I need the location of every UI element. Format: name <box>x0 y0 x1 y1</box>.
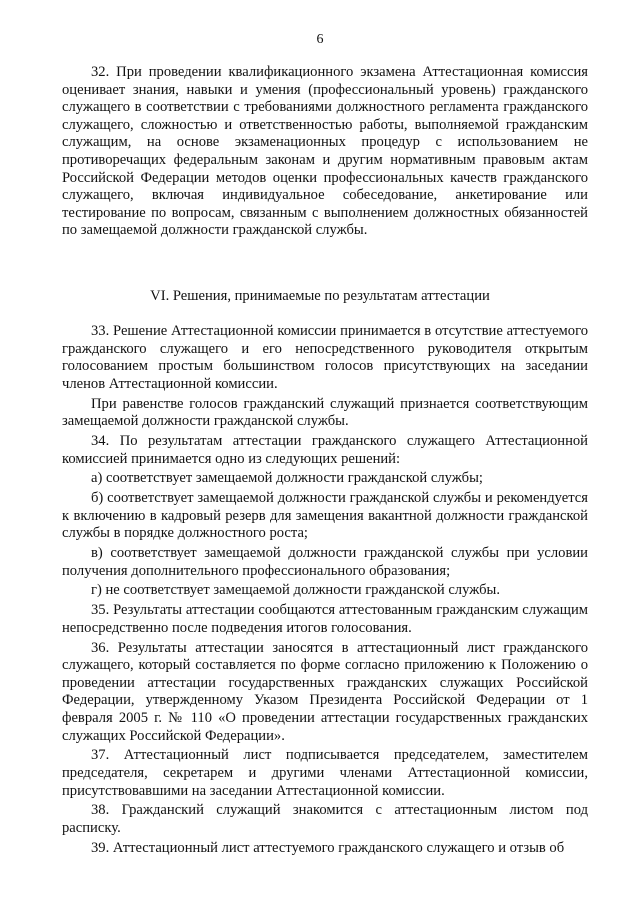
list-item-a: а) соответствует замещаемой должности гражданской службы; <box>91 470 483 487</box>
text-block-top <box>62 64 588 240</box>
paragraph-34: 34. По результатам аттестации гражданского служащего Аттестационной комиссией принимается одно из следующих решений: <box>62 432 588 467</box>
paragraph-33-tie: При равенстве голосов гражданский служащий признается соответствующим замещаемой должности гражданской службы. <box>62 395 588 430</box>
paragraph-35: 35. Результаты аттестации сообщаются аттестованным гражданским служащим непосредственно после подведения итогов голосования. <box>62 602 588 636</box>
page-number: 6 <box>316 32 324 47</box>
paragraph-39: 39. Аттестационный лист аттестуемого гражданского служащего и отзыв об <box>91 839 565 856</box>
list-item-b: б) соответствует замещаемой должности гражданской службы и рекомендуется к включению в кадровый резерв для замещения вакантной должности гражданской службы в порядке должностного роста; <box>62 490 588 542</box>
section-heading: VI. Решения, принимаемые по результатам аттестации <box>150 288 490 304</box>
paragraph-38: 38. Гражданский служащий знакомится с аттестационным листом под расписку. <box>62 802 588 836</box>
paragraph-37: 37. Аттестационный лист подписывается председателем, заместителем председателя, секретарем и другими членами Аттестационной комиссии, присутствовавшими на заседании Аттестационной комиссии. <box>62 747 588 799</box>
list-item-v: в) соответствует замещаемой должности гражданской службы при условии получения дополнительного профессионального образования; <box>62 545 588 579</box>
paragraph-32: 32. При проведении квалификационного экзамена Аттестационная комиссия оценивает знания, навыки и умения (профессиональный уровень) гражданского служащего в соответствии с требованиями должностного регламента гражданского служащего, сложностью и ответственностью работы, выполняемой гражданским служащим, на основе экзаменационных процедур с использованием не противоречащих федеральным законам и другим нормативным правовым актам Российской Федерации методов оценки профессиональных качеств гражданского служащего, включая индивидуальное собеседование, анкетирование или тестирование по вопросам, связанным с выполнением должностных обязанностей по замещаемой должности гражданской службы. <box>62 64 588 239</box>
text-block-bottom <box>62 323 588 859</box>
list-item-g: г) не соответствует замещаемой должности гражданской службы. <box>91 582 500 599</box>
paragraph-36: 36. Результаты аттестации заносятся в аттестационный лист гражданского служащего, который составляется по форме согласно приложению к Положению о проведении аттестации государственных гражданских служащих Российской Федерации, утвержденному Указом Президента Российской Федерации от 1 февраля 2005 г. № 110 «О проведении аттестации государственных гражданских служащих Российской Федерации». <box>62 639 588 744</box>
paragraph-33: 33. Решение Аттестационной комиссии принимается в отсутствие аттестуемого гражданского служащего и его непосредственного руководителя открытым голосованием простым большинством голосов присутствующих на заседании членов Аттестационной комиссии. <box>62 323 588 392</box>
